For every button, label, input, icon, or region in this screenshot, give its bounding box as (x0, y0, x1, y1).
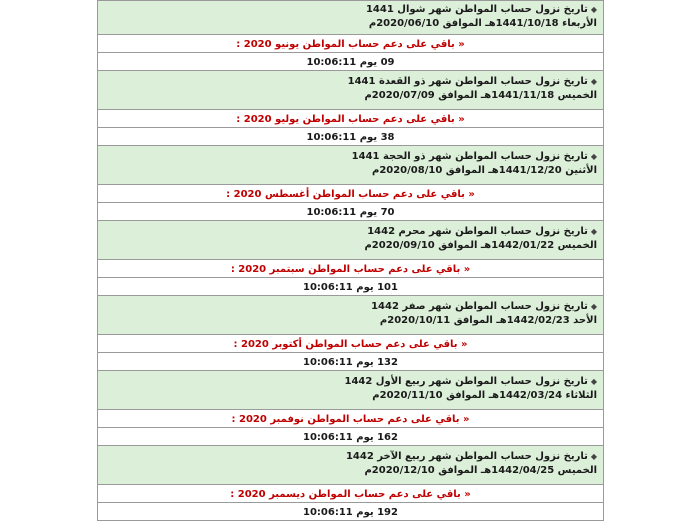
diamond-bullet-icon: ◆ (590, 227, 597, 236)
schedule-date-row (98, 445, 603, 484)
schedule-title (98, 371, 603, 388)
remaining-label (98, 110, 603, 126)
remaining-label-row (98, 259, 603, 277)
schedule-title-text: تاريخ نزول حساب المواطن شهر صفر 1442 (371, 301, 588, 312)
countdown-row (98, 277, 603, 295)
diamond-bullet-icon: ◆ (590, 5, 597, 14)
countdown-value: 132 يوم 10:06:11 (303, 357, 398, 368)
countdown-row (98, 502, 603, 520)
remaining-label-text: باقي على دعم حساب المواطن ديسمبر 2020 : (230, 489, 461, 500)
remaining-label-text: باقي على دعم حساب المواطن نوفمبر 2020 : (231, 414, 460, 425)
remaining-label-row (98, 109, 603, 127)
arrow-bullet-icon: « (463, 264, 471, 275)
countdown-row (98, 127, 603, 145)
schedule-date-row (98, 0, 603, 34)
countdown-value: 38 يوم 10:06:11 (306, 132, 395, 143)
remaining-label-text: باقي على دعم حساب المواطن يونيو 2020 : (236, 39, 455, 50)
schedule-date-line: الأربعاء 1441/10/18هـ الموافق 2020/06/10م (368, 18, 597, 29)
arrow-bullet-icon: « (461, 339, 468, 350)
schedule-title (98, 146, 603, 163)
countdown-row (98, 52, 603, 70)
diamond-bullet-icon: ◆ (590, 152, 597, 161)
remaining-label (98, 335, 603, 351)
schedule-date-row (98, 145, 603, 184)
diamond-bullet-icon: ◆ (590, 452, 597, 461)
remaining-label-text: باقي على دعم حساب المواطن أكتوبر 2020 : (233, 339, 458, 350)
diamond-bullet-icon: ◆ (590, 377, 597, 386)
schedule-date-row (98, 70, 603, 109)
remaining-label-text: باقي على دعم حساب المواطن أغسطس 2020 : (226, 189, 465, 200)
countdown-value: 09 يوم 10:06:11 (306, 57, 395, 68)
countdown-value: 70 يوم 10:06:11 (306, 207, 395, 218)
remaining-label (98, 485, 603, 501)
schedule-title-text: تاريخ نزول حساب المواطن شهر شوال 1441 (365, 4, 588, 15)
diamond-bullet-icon: ◆ (590, 302, 597, 311)
schedule-date-line: الأثنين 1441/12/20هـ الموافق 2020/08/10م (371, 165, 597, 176)
remaining-label (98, 410, 603, 426)
schedule-title (98, 446, 603, 463)
arrow-bullet-icon: « (463, 414, 470, 425)
remaining-label (98, 35, 603, 51)
schedule-title (98, 71, 603, 88)
diamond-bullet-icon: ◆ (590, 77, 597, 86)
remaining-label-text: باقي على دعم حساب المواطن يوليو 2020 : (236, 114, 455, 125)
schedule-title-text: تاريخ نزول حساب المواطن شهر ذو القعدة 1441 (347, 76, 588, 87)
countdown-row (98, 202, 603, 220)
remaining-label (98, 260, 603, 276)
arrow-bullet-icon: « (464, 489, 471, 500)
schedule-date-line: الخميس 1441/11/18هـ الموافق 2020/07/09م (364, 90, 597, 101)
arrow-bullet-icon: « (458, 114, 465, 125)
schedule-title-text: تاريخ نزول حساب المواطن شهر ربيع الأول 1442 (344, 376, 588, 387)
schedule-title-text: تاريخ نزول حساب المواطن شهر ربيع الآخر 1442 (345, 451, 588, 462)
countdown-value: 192 يوم 10:06:11 (303, 507, 398, 518)
schedule-date-line: الثلاثاء 1442/03/24هـ الموافق 2020/11/10م (372, 390, 597, 401)
countdown-row (98, 427, 603, 445)
arrow-bullet-icon: « (468, 189, 475, 200)
schedule-title (98, 296, 603, 313)
schedule-date-line: الخميس 1442/04/25هـ الموافق 2020/12/10م (364, 465, 597, 476)
countdown-value: 162 يوم 10:06:11 (303, 432, 398, 443)
schedule-title (98, 1, 603, 16)
countdown-row (98, 352, 603, 370)
arrow-bullet-icon: « (458, 39, 465, 50)
schedule-date-row (98, 370, 603, 409)
schedule-date-row (98, 220, 603, 259)
remaining-label-row (98, 409, 603, 427)
countdown-value: 101 يوم 10:06:11 (303, 282, 398, 293)
remaining-label (98, 185, 603, 201)
remaining-label-row (98, 334, 603, 352)
schedule-title-text: تاريخ نزول حساب المواطن شهر ذو الحجة 1441 (351, 151, 588, 162)
remaining-label-text: باقي على دعم حساب المواطن سبتمبر 2020 : (230, 264, 461, 275)
remaining-label-row (98, 184, 603, 202)
remaining-label-row (98, 34, 603, 52)
schedule-date-line: الخميس 1442/01/22هـ الموافق 2020/09/10م (364, 240, 597, 251)
citizen-account-schedule-table (97, 0, 604, 521)
remaining-label-row (98, 484, 603, 502)
schedule-date-row (98, 295, 603, 334)
schedule-title-text: تاريخ نزول حساب المواطن شهر محرم 1442 (367, 226, 588, 237)
schedule-date-line: الأحد 1442/02/23هـ الموافق 2020/10/11م (379, 315, 597, 326)
schedule-title (98, 221, 603, 238)
